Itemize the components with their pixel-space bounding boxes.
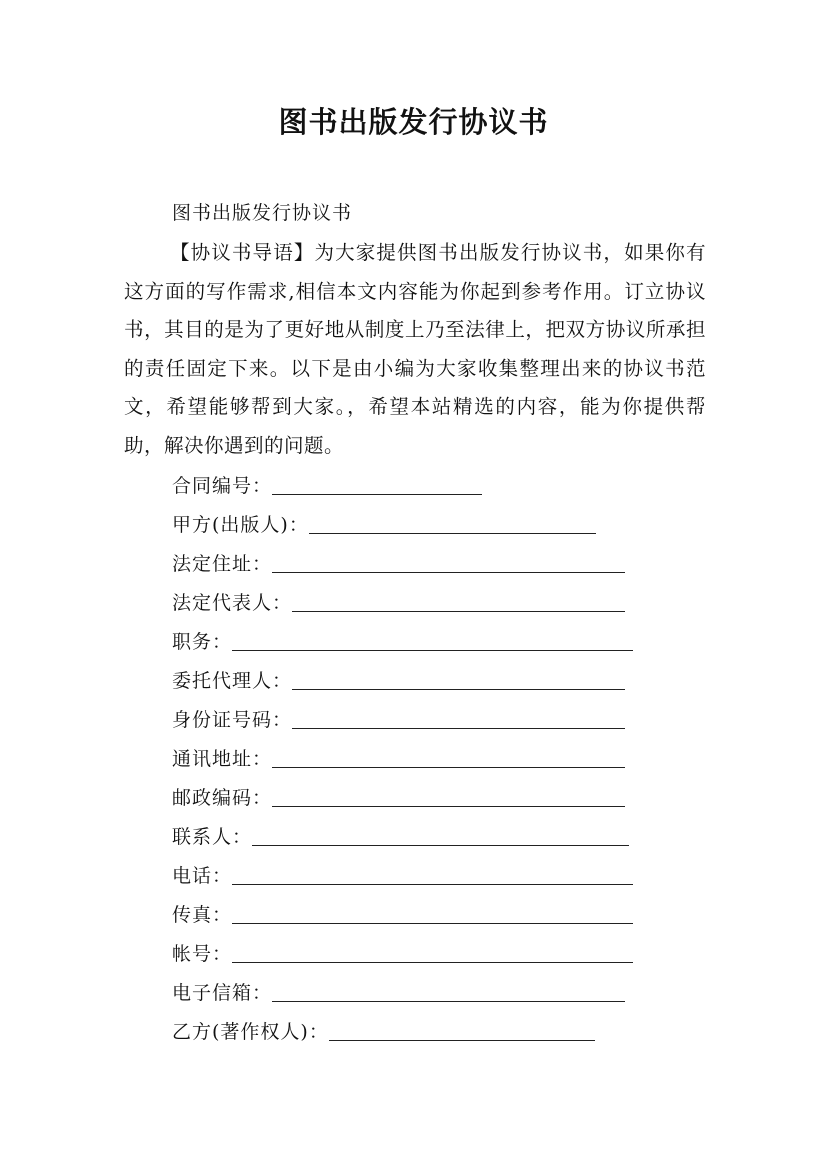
field-party-a	[172, 507, 596, 537]
field-mailing-address	[172, 741, 625, 771]
field-label: 帐号：	[172, 943, 233, 965]
field-blank-line[interactable]	[232, 864, 633, 885]
field-legal-address	[172, 546, 625, 576]
field-blank-line[interactable]	[232, 942, 633, 963]
field-postal-code	[172, 780, 625, 810]
field-blank-line[interactable]	[272, 552, 625, 573]
field-contract-number	[172, 468, 482, 498]
field-blank-line[interactable]	[272, 786, 625, 807]
field-blank-line[interactable]	[232, 903, 633, 924]
field-blank-line[interactable]	[272, 474, 482, 495]
field-label: 身份证号码：	[172, 709, 293, 731]
field-blank-line[interactable]	[292, 708, 625, 729]
field-blank-line[interactable]	[329, 1020, 595, 1041]
field-legal-representative	[172, 585, 625, 615]
field-contact-person	[172, 819, 629, 849]
field-blank-line[interactable]	[292, 669, 625, 690]
field-label: 合同编号：	[172, 475, 273, 497]
field-phone	[172, 858, 633, 888]
field-label: 邮政编码：	[172, 787, 273, 809]
field-party-b	[172, 1014, 595, 1044]
field-label: 电话：	[172, 865, 233, 887]
field-blank-line[interactable]	[252, 825, 629, 846]
field-label: 甲方(出版人)：	[172, 514, 309, 536]
field-label: 传真：	[172, 904, 233, 926]
field-blank-line[interactable]	[292, 591, 625, 612]
field-blank-line[interactable]	[272, 981, 625, 1002]
field-authorized-agent	[172, 663, 625, 693]
intro-paragraph: 【协议书导语】为大家提供图书出版发行协议书，如果你有这方面的写作需求,相信本文内容能为你起到参考作用。订立协议书，其目的是为了更好地从制度上乃至法律上，把双方协议所承担的责任固定下来。以下是由小编为大家收集整理出来的协议书范文，希望能够帮到大家。，希望本站精选的内容，能为你提供帮助，解决你遇到的问题。	[124, 241, 706, 457]
field-position	[172, 624, 633, 654]
field-label: 联系人：	[172, 826, 253, 848]
document-subtitle: 图书出版发行协议书	[172, 202, 353, 224]
field-blank-line[interactable]	[232, 630, 633, 651]
field-blank-line[interactable]	[309, 513, 596, 534]
field-label: 法定代表人：	[172, 592, 293, 614]
field-account-number	[172, 936, 633, 966]
field-label: 乙方(著作权人)：	[172, 1021, 329, 1043]
field-blank-line[interactable]	[272, 747, 625, 768]
field-id-number	[172, 702, 625, 732]
field-label: 委托代理人：	[172, 670, 293, 692]
field-label: 职务：	[172, 631, 233, 653]
field-label: 电子信箱：	[172, 982, 273, 1004]
field-email	[172, 975, 625, 1005]
document-title: 图书出版发行协议书	[278, 105, 549, 139]
field-fax	[172, 897, 633, 927]
field-label: 法定住址：	[172, 553, 273, 575]
field-label: 通讯地址：	[172, 748, 273, 770]
